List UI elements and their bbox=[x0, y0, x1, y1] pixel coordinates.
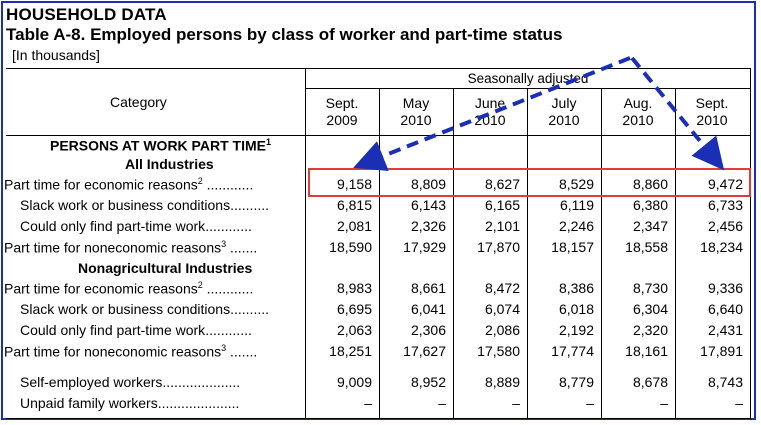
row-label: Unpaid family workers..................... bbox=[20, 395, 240, 411]
table-cell: 18,558 bbox=[625, 239, 668, 255]
table-cell: 6,165 bbox=[484, 197, 520, 213]
table-cell: 2,326 bbox=[410, 218, 446, 234]
table-cell: 17,580 bbox=[477, 343, 520, 359]
table-cell: 8,952 bbox=[410, 374, 446, 390]
arrow-right bbox=[632, 58, 714, 158]
table-cell: 2,086 bbox=[484, 322, 520, 338]
column-header: July 2010 bbox=[548, 95, 580, 128]
table-title: Table A-8. Employed persons by class of worker and part-time status bbox=[6, 25, 563, 44]
table-cell: 2,063 bbox=[336, 322, 372, 338]
table-cell: 17,891 bbox=[700, 343, 743, 359]
table-cell: 8,386 bbox=[558, 280, 594, 296]
table-cell: 2,306 bbox=[410, 322, 446, 338]
table-cell: – bbox=[735, 395, 743, 411]
table-cell: 8,472 bbox=[484, 280, 520, 296]
table-cell: 2,431 bbox=[707, 322, 743, 338]
table-cell: – bbox=[586, 395, 594, 411]
table-cell: 2,347 bbox=[632, 218, 668, 234]
table-cell: 9,336 bbox=[707, 280, 743, 296]
table-cell: 6,304 bbox=[632, 301, 668, 317]
table-cell: 8,730 bbox=[632, 280, 668, 296]
table-cell: 17,774 bbox=[551, 343, 594, 359]
row-label: Part time for economic reasons$^2$ ............ bbox=[4, 280, 254, 297]
table-cell: 8,743 bbox=[707, 374, 743, 390]
table-cell: 6,640 bbox=[707, 301, 743, 317]
table-cell: 6,143 bbox=[410, 197, 446, 213]
table-cell: 8,529 bbox=[558, 176, 594, 192]
table-cell: 2,246 bbox=[558, 218, 594, 234]
row-label: Slack work or business conditions.......... bbox=[20, 301, 270, 317]
row-label: Part time for noneconomic reasons$^3$ ....... bbox=[4, 343, 258, 360]
table-cell: 6,119 bbox=[560, 197, 594, 213]
table-cell: 17,627 bbox=[403, 343, 446, 359]
table-cell: 18,234 bbox=[700, 239, 743, 255]
row-label: Part time for economic reasons$^2$ ............ bbox=[4, 176, 254, 193]
category-header: Category bbox=[110, 94, 167, 110]
column-header: June 2010 bbox=[474, 95, 506, 128]
table-cell: 8,661 bbox=[410, 280, 446, 296]
table-cell: 18,251 bbox=[329, 343, 372, 359]
table-cell: 18,590 bbox=[329, 239, 372, 255]
table-cell: 18,157 bbox=[551, 239, 594, 255]
table-cell: 6,074 bbox=[484, 301, 520, 317]
table-cell: – bbox=[438, 395, 446, 411]
table-cell: 6,380 bbox=[632, 197, 668, 213]
row-label: Self-employed workers.................... bbox=[20, 374, 241, 390]
units-note: [In thousands] bbox=[12, 47, 100, 63]
table-cell: 9,472 bbox=[707, 176, 743, 192]
table-cell: 8,809 bbox=[410, 176, 446, 192]
arrow-left bbox=[368, 58, 630, 162]
row-label: Part time for noneconomic reasons$^3$ ....... bbox=[4, 239, 258, 256]
table-cell: 9,009 bbox=[336, 374, 372, 390]
table-cell: 2,456 bbox=[707, 218, 743, 234]
table-cell: 6,815 bbox=[336, 197, 372, 213]
table-cell: 2,081 bbox=[336, 218, 372, 234]
table-cell: 17,870 bbox=[477, 239, 520, 255]
seasonally-adjusted-header: Seasonally adjusted bbox=[467, 71, 589, 86]
row-label: Slack work or business conditions.......... bbox=[20, 197, 270, 213]
row-label: Could only find part-time work............ bbox=[20, 218, 252, 234]
subsection-nonagricultural: Nonagricultural Industries bbox=[78, 260, 253, 276]
row-label: Could only find part-time work............ bbox=[20, 322, 252, 338]
table-cell: 8,889 bbox=[484, 374, 520, 390]
table-cell: 17,929 bbox=[403, 239, 446, 255]
table-cell: 8,627 bbox=[484, 176, 520, 192]
table-cell: 9,158 bbox=[336, 176, 372, 192]
section-heading: PERSONS AT WORK PART TIME$^1$ bbox=[50, 137, 271, 154]
table-cell: – bbox=[512, 395, 520, 411]
column-header: May 2010 bbox=[400, 95, 432, 128]
table-cell: 6,733 bbox=[707, 197, 743, 213]
column-header: Aug. 2010 bbox=[622, 95, 654, 128]
subsection-all-industries: All Industries bbox=[125, 156, 214, 172]
table-cell: 8,678 bbox=[632, 374, 668, 390]
column-header: Sept. 2009 bbox=[325, 95, 359, 128]
table-cell: 2,101 bbox=[484, 218, 520, 234]
table-cell: – bbox=[660, 395, 668, 411]
table-cell: – bbox=[364, 395, 372, 411]
table-cell: 6,041 bbox=[410, 301, 446, 317]
page-title: HOUSEHOLD DATA bbox=[6, 5, 167, 24]
table-cell: 8,983 bbox=[336, 280, 372, 296]
table-cell: 8,779 bbox=[558, 374, 594, 390]
table-cell: 2,192 bbox=[558, 322, 594, 338]
table-cell: 2,320 bbox=[632, 322, 668, 338]
table-cell: 6,695 bbox=[336, 301, 372, 317]
table-cell: 6,018 bbox=[558, 301, 594, 317]
column-header: Sept. 2010 bbox=[695, 95, 729, 128]
table-cell: 18,161 bbox=[625, 343, 668, 359]
table-cell: 8,860 bbox=[632, 176, 668, 192]
